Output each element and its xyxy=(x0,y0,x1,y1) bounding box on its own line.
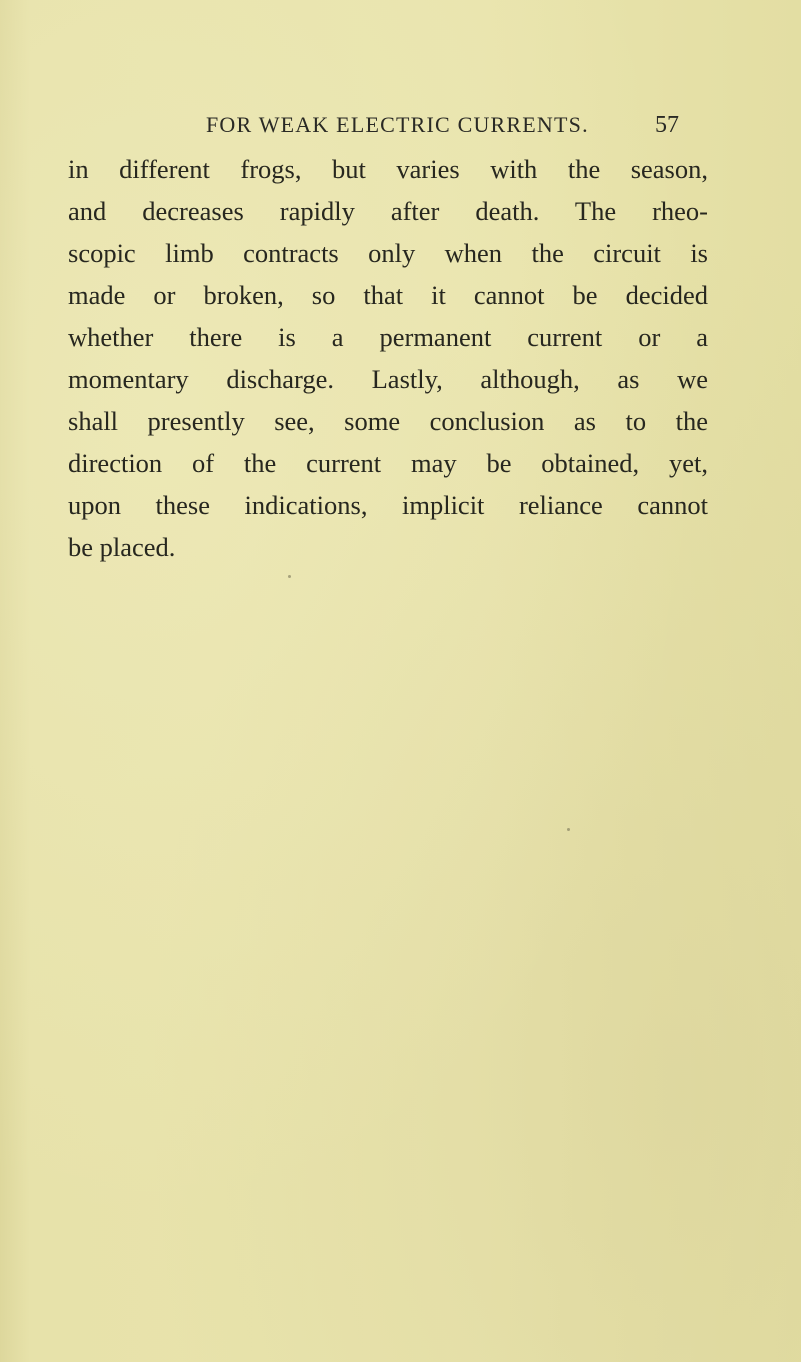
text-line: made or broken, so that it cannot be decided xyxy=(68,280,708,310)
text-line: direction of the current may be obtained, yet, xyxy=(68,448,708,478)
text-line: scopic limb contracts only when the circuit is xyxy=(68,238,708,268)
page-number: 57 xyxy=(655,112,679,138)
running-head-title: FOR WEAK ELECTRIC CURRENTS. xyxy=(206,112,589,137)
text-line: whether there is a permanent current or a xyxy=(68,322,708,352)
text-line: shall presently see, some conclusion as to the xyxy=(68,406,708,436)
text-line: momentary discharge. Lastly, although, as we xyxy=(68,364,708,394)
paper-speck xyxy=(567,828,570,831)
text-line: be placed. xyxy=(68,532,176,562)
running-head xyxy=(0,112,801,144)
text-line: upon these indications, implicit reliance cannot xyxy=(68,490,708,520)
text-line: and decreases rapidly after death. The rheo- xyxy=(68,196,708,226)
text-line: in different frogs, but varies with the season, xyxy=(68,154,708,184)
body-paragraph xyxy=(68,148,708,568)
paper-speck xyxy=(288,575,291,578)
